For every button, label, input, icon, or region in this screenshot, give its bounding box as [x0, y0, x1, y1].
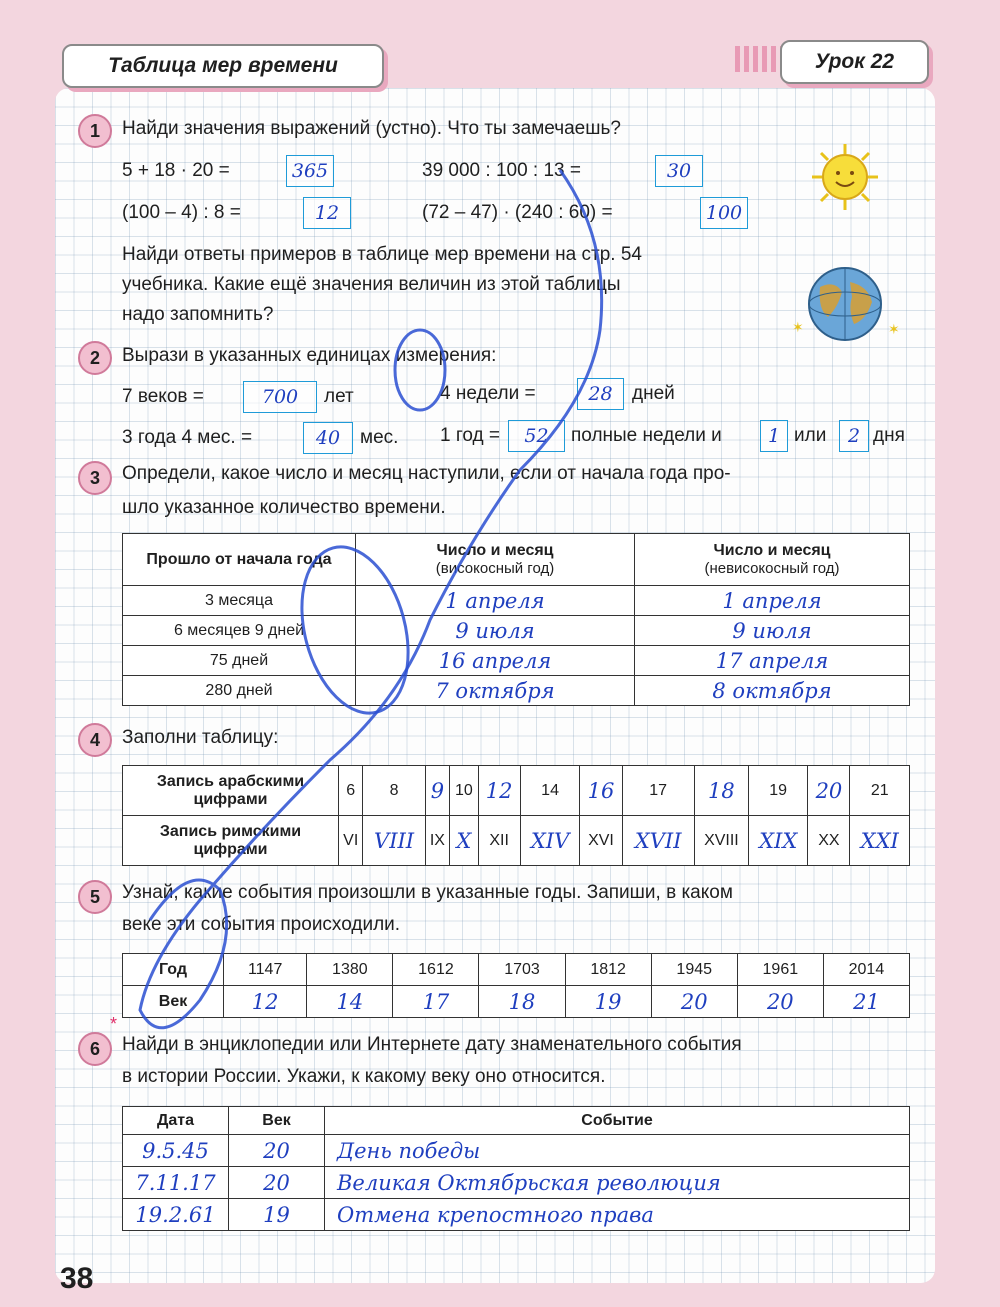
leap-cell[interactable]: 9 июля	[356, 616, 635, 646]
task-3-line-2: шло указанное количество времени.	[122, 497, 446, 518]
leap-cell[interactable]: 16 апреля	[356, 646, 635, 676]
task-2-d-answer-3[interactable]: 2	[839, 420, 869, 452]
arabic-cell: 10	[450, 766, 479, 816]
table-row	[123, 1167, 910, 1199]
history-header-event: Событие	[325, 1107, 910, 1135]
table-row	[123, 1199, 910, 1231]
task-1-prompt: Найди значения выражений (устно). Что ты замечаешь?	[122, 118, 621, 139]
centuries-row	[123, 986, 910, 1018]
arabic-cell: 21	[850, 766, 910, 816]
svg-text:✶: ✶	[792, 319, 804, 335]
century-cell[interactable]: 17	[393, 986, 479, 1018]
date-table-header-nonleap	[635, 534, 910, 586]
task-1-answer-2[interactable]: 30	[655, 155, 703, 187]
page-number: 38	[60, 1262, 94, 1295]
arabic-row	[123, 766, 910, 816]
globe-icon	[790, 262, 905, 347]
task-6-line-2: в истории России. Укажи, к какому веку оно относится.	[122, 1066, 606, 1087]
century-cell[interactable]: 12	[224, 986, 307, 1018]
roman-cell[interactable]: X	[450, 816, 479, 866]
history-table	[122, 1106, 910, 1231]
nonleap-cell[interactable]: 9 июля	[635, 616, 910, 646]
event-cell[interactable]: Отмена крепостного права	[325, 1199, 910, 1231]
year-cell: 1612	[393, 954, 479, 986]
leap-cell[interactable]: 1 апреля	[356, 586, 635, 616]
period-cell: 280 дней	[123, 676, 356, 706]
event-cell[interactable]: День победы	[325, 1135, 910, 1167]
task-2-d-unit: дня	[873, 425, 905, 446]
task-3-line-1: Определи, какое число и месяц наступили, если от начала года про-	[122, 463, 731, 484]
table-row	[123, 1135, 910, 1167]
century-cell[interactable]: 19	[565, 986, 651, 1018]
task-2-c-label: 3 года 4 мес. =	[122, 427, 253, 448]
task-6-number: 6	[78, 1032, 112, 1066]
table-row	[123, 646, 910, 676]
roman-cell: XVIII	[694, 816, 748, 866]
arabic-row-label: Запись арабскими цифрами	[123, 766, 339, 816]
nonleap-header-sub: (невисокосный год)	[704, 560, 840, 577]
arabic-cell: 14	[520, 766, 580, 816]
arabic-cell: 6	[339, 766, 363, 816]
period-cell: 3 месяца	[123, 586, 356, 616]
leap-header-sub: (високосный год)	[435, 560, 555, 577]
year-cell: 1380	[307, 954, 393, 986]
task-6-line-1: Найди в энциклопедии или Интернете дату знаменательного события	[122, 1034, 742, 1055]
numerals-table	[122, 765, 910, 866]
table-row	[123, 586, 910, 616]
event-cell[interactable]: Великая Октябрьская революция	[325, 1167, 910, 1199]
nonleap-header-title: Число и месяц	[713, 542, 831, 559]
task-2-d-mid: полные недели и	[571, 425, 722, 446]
arabic-cell[interactable]: 20	[808, 766, 850, 816]
task-1-expr-4: (72 – 47) · (240 : 60) =	[422, 202, 613, 223]
task-2-a-unit: лет	[324, 386, 354, 407]
history-header-date: Дата	[123, 1107, 229, 1135]
roman-cell: XX	[808, 816, 850, 866]
roman-row-label: Запись римскими цифрами	[123, 816, 339, 866]
task-2-number: 2	[78, 341, 112, 375]
century-cell[interactable]: 19	[229, 1199, 325, 1231]
svg-text:✶: ✶	[888, 321, 900, 337]
arabic-cell: 17	[622, 766, 694, 816]
roman-cell: XVI	[580, 816, 622, 866]
arabic-cell[interactable]: 9	[425, 766, 449, 816]
year-row-label: Год	[123, 954, 224, 986]
roman-cell: VI	[339, 816, 363, 866]
task-2-c-answer[interactable]: 40	[303, 422, 353, 454]
nonleap-cell[interactable]: 1 апреля	[635, 586, 910, 616]
task-2-d-label: 1 год =	[440, 425, 500, 446]
arabic-cell[interactable]: 12	[478, 766, 520, 816]
page-title: Таблица мер времени	[62, 44, 384, 88]
century-cell[interactable]: 20	[651, 986, 737, 1018]
leap-header-title: Число и месяц	[436, 542, 554, 559]
century-cell[interactable]: 20	[229, 1135, 325, 1167]
roman-cell[interactable]: XIX	[748, 816, 807, 866]
year-cell: 1812	[565, 954, 651, 986]
roman-cell: XII	[478, 816, 520, 866]
roman-row	[123, 816, 910, 866]
task-2-a-answer[interactable]: 700	[243, 381, 317, 413]
events-table	[122, 953, 910, 1018]
task-1-number: 1	[78, 114, 112, 148]
roman-cell[interactable]: VIII	[363, 816, 425, 866]
date-table	[122, 533, 910, 706]
table-row	[123, 616, 910, 646]
task-4-prompt: Заполни таблицу:	[122, 727, 279, 748]
task-2-d-answer-2[interactable]: 1	[760, 420, 788, 452]
task-5-line-1: Узнай, какие события произошли в указанные годы. Запиши, в каком	[122, 882, 733, 903]
leap-cell[interactable]: 7 октября	[356, 676, 635, 706]
task-2-b-label: 4 недели =	[440, 383, 536, 404]
roman-cell[interactable]: XVII	[622, 816, 694, 866]
century-cell[interactable]: 20	[229, 1167, 325, 1199]
task-2-b-unit: дней	[632, 383, 675, 404]
task-1-answer-3[interactable]: 12	[303, 197, 351, 229]
year-cell: 1703	[479, 954, 565, 986]
nonleap-cell[interactable]: 17 апреля	[635, 646, 910, 676]
arabic-cell[interactable]: 16	[580, 766, 622, 816]
period-cell: 75 дней	[123, 646, 356, 676]
year-cell: 1147	[224, 954, 307, 986]
task-1-answer-4[interactable]: 100	[700, 197, 748, 229]
task-1-expr-2: 39 000 : 100 : 13 =	[422, 160, 581, 181]
task-3-number: 3	[78, 461, 112, 495]
roman-cell[interactable]: XIV	[520, 816, 580, 866]
nonleap-cell[interactable]: 8 октября	[635, 676, 910, 706]
date-table-header-period: Прошло от начала года	[123, 534, 356, 586]
year-cell: 2014	[823, 954, 909, 986]
task-5-line-2: веке эти события происходили.	[122, 914, 401, 935]
task-2-c-unit: мес.	[360, 427, 399, 448]
table-row	[123, 676, 910, 706]
date-table-header-leap	[356, 534, 635, 586]
century-row-label: Век	[123, 986, 224, 1018]
century-cell[interactable]: 14	[307, 986, 393, 1018]
task-1-line-1: Найди ответы примеров в таблице мер времени на стр. 54	[122, 244, 642, 265]
task-4-number: 4	[78, 723, 112, 757]
task-2-prompt: Вырази в указанных единицах измерения:	[122, 345, 497, 366]
century-cell[interactable]: 18	[479, 986, 565, 1018]
task-1-line-3: надо запомнить?	[122, 304, 274, 325]
period-cell: 6 месяцев 9 дней	[123, 616, 356, 646]
sun-icon	[810, 142, 880, 212]
date-cell[interactable]: 9.5.45	[123, 1135, 229, 1167]
task-1-answer-1[interactable]: 365	[286, 155, 334, 187]
arabic-cell[interactable]: 18	[694, 766, 748, 816]
task-1-line-2: учебника. Какие ещё значения величин из этой таблицы	[122, 274, 621, 295]
task-2-d-or: или	[794, 425, 827, 446]
century-cell[interactable]: 21	[823, 986, 909, 1018]
roman-cell: IX	[425, 816, 449, 866]
date-cell[interactable]: 7.11.17	[123, 1167, 229, 1199]
century-cell[interactable]: 20	[737, 986, 823, 1018]
year-cell: 1961	[737, 954, 823, 986]
years-row	[123, 954, 910, 986]
arabic-cell: 8	[363, 766, 425, 816]
task-5-number: 5	[78, 880, 112, 914]
arabic-cell: 19	[748, 766, 807, 816]
lesson-label: Урок 22	[780, 40, 929, 84]
task-1-expr-1: 5 + 18 · 20 =	[122, 160, 230, 181]
roman-cell[interactable]: XXI	[850, 816, 910, 866]
task-1-expr-3: (100 – 4) : 8 =	[122, 202, 241, 223]
task-2-a-label: 7 веков =	[122, 386, 204, 407]
year-cell: 1945	[651, 954, 737, 986]
task-2-d-answer[interactable]: 52	[508, 420, 565, 452]
star-mark: *	[110, 1014, 118, 1034]
task-2-b-answer[interactable]: 28	[577, 378, 624, 410]
history-header-century: Век	[229, 1107, 325, 1135]
date-cell[interactable]: 19.2.61	[123, 1199, 229, 1231]
